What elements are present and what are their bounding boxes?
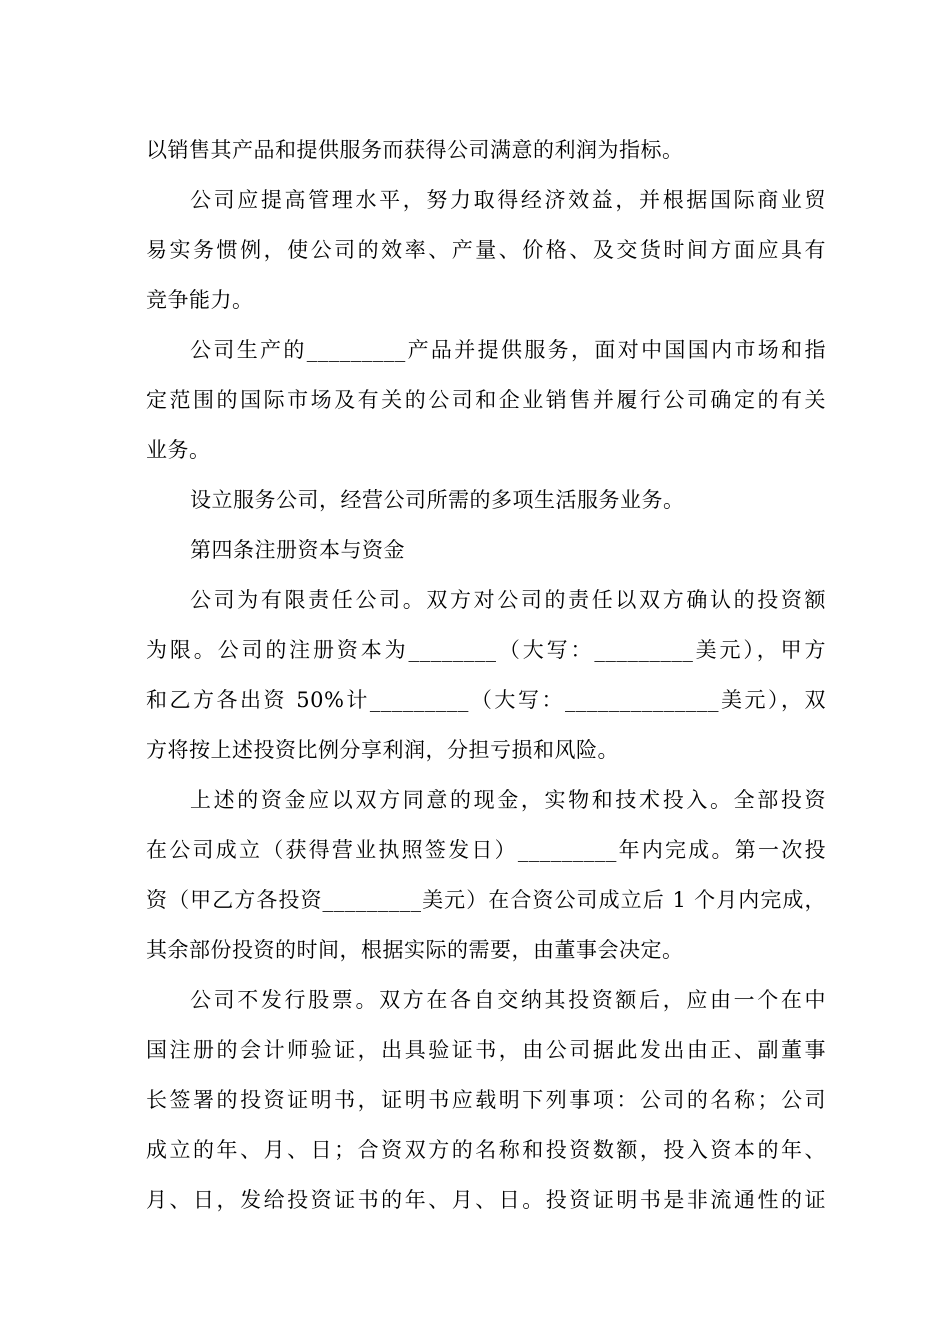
text-line: 和乙方各出资 50%计_________（大写：______________美元），双 <box>146 688 826 712</box>
text-line: 以销售其产品和提供服务而获得公司满意的利润为指标。 <box>146 138 684 162</box>
text-line: 定范围的国际市场及有关的公司和企业销售并履行公司确定的有关 <box>146 388 826 412</box>
paragraph-first-line: 公司生产的_________产品并提供服务，面对中国国内市场和指 <box>190 338 826 362</box>
text-line: 在公司成立（获得营业执照签发日）_________年内完成。第一次投 <box>146 838 826 862</box>
text-line: 资（甲乙方各投资_________美元）在合资公司成立后 1 个月内完成， <box>146 888 826 912</box>
paragraph-first-line: 公司应提高管理水平，努力取得经济效益，并根据国际商业贸 <box>190 188 826 212</box>
text-line: 业务。 <box>146 438 211 462</box>
text-line: 月、日，发给投资证书的年、月、日。投资证明书是非流通性的证 <box>146 1188 826 1212</box>
text-line: 其余部份投资的时间，根据实际的需要，由董事会决定。 <box>146 938 684 962</box>
text-line: 长签署的投资证明书，证明书应载明下列事项：公司的名称；公司 <box>146 1088 826 1112</box>
text-line: 方将按上述投资比例分享利润，分担亏损和风险。 <box>146 738 619 762</box>
paragraph-first-line: 设立服务公司，经营公司所需的多项生活服务业务。 <box>190 488 685 512</box>
section-heading: 第四条注册资本与资金 <box>190 538 405 562</box>
paragraph-first-line: 公司为有限责任公司。双方对公司的责任以双方确认的投资额 <box>190 588 826 612</box>
text-line: 国注册的会计师验证，出具验证书，由公司据此发出由正、副董事 <box>146 1038 826 1062</box>
text-line: 成立的年、月、日；合资双方的名称和投资数额，投入资本的年、 <box>146 1138 826 1162</box>
paragraph-first-line: 上述的资金应以双方同意的现金，实物和技术投入。全部投资 <box>190 788 826 812</box>
paragraph-first-line: 公司不发行股票。双方在各自交纳其投资额后，应由一个在中 <box>190 988 826 1012</box>
text-line: 为限。公司的注册资本为________（大写：_________美元），甲方 <box>146 638 826 662</box>
text-line: 竞争能力。 <box>146 288 254 312</box>
text-line: 易实务惯例，使公司的效率、产量、价格、及交货时间方面应具有 <box>146 238 826 262</box>
